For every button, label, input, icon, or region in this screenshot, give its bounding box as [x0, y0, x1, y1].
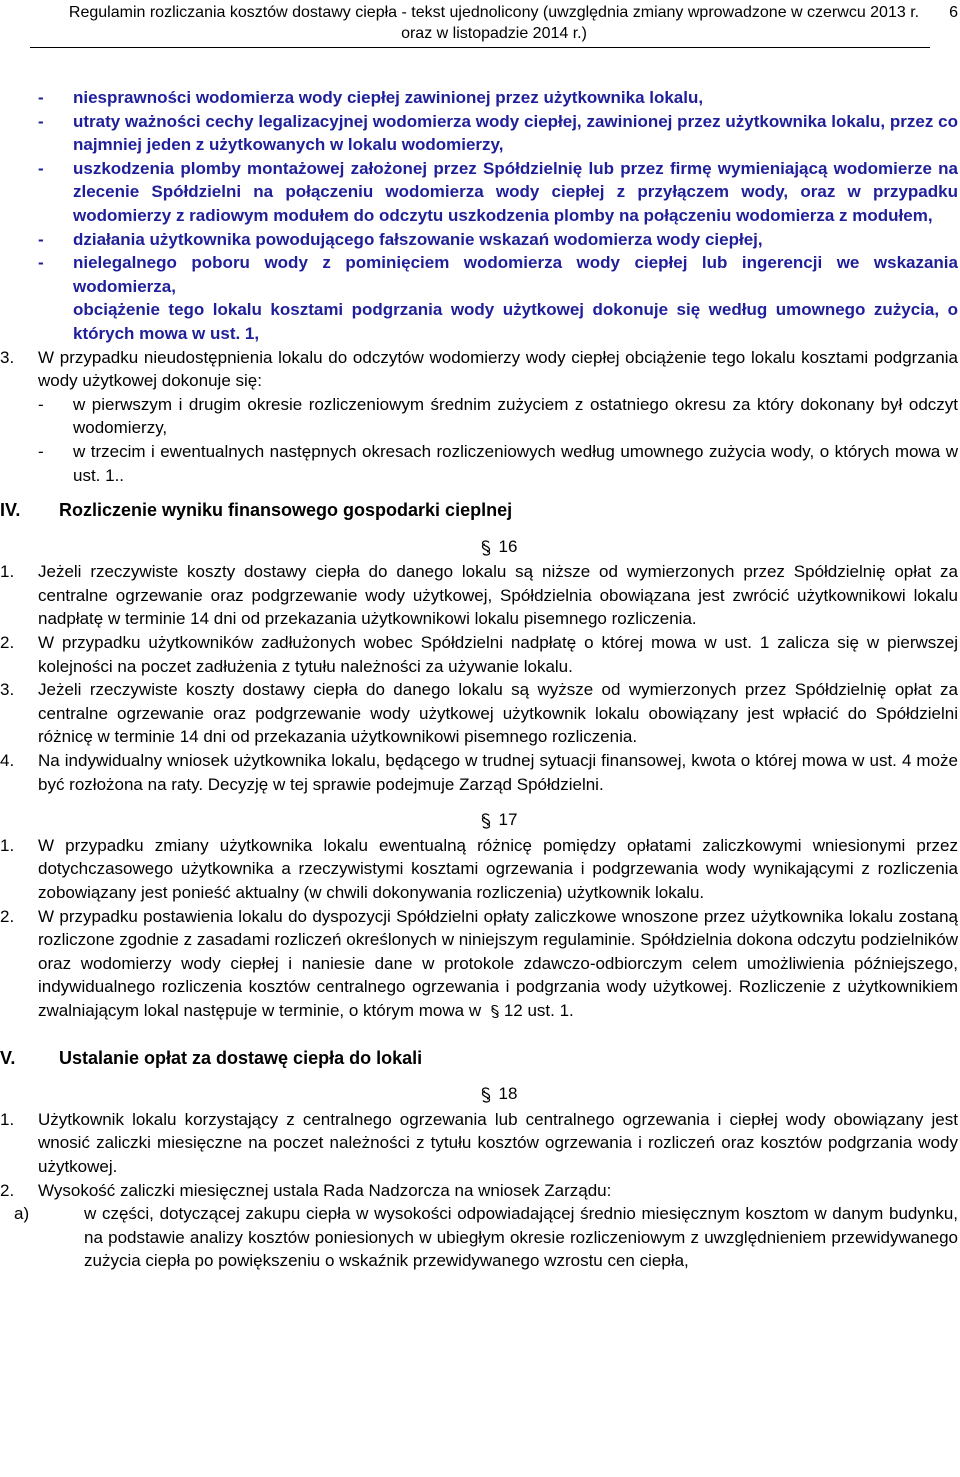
list-item: 2. W przypadku postawienia lokalu do dyspozycji Spółdzielni opłaty zaliczkowe wnoszone przez użytkownika lokalu zostaną rozliczone zgodnie z zasadami rozliczeń określonych w niniejszym regulaminie. Spółdzielnia dokona odczytu podzielników oraz wodomierzy wody ciepłej i naniesie dane w protokole zdawczo-odbiorczym celem umożliwienia późniejszego, indywidualnego rozliczenia kosztów centralnego ogrzewania i podgrzania wody użytkowej. Rozliczenie z użytkownikiem zwalniającym lokal następuje w terminie, o którym mowa w 12 ust. 1.: [0, 906, 958, 1020]
section-sign-icon: [489, 1004, 501, 1019]
list-item: 4. Na indywidualny wniosek użytkownika lokalu, będącego w trudnej sytuacji finansowej, kwota o której mowa w ust. 4 może być rozłożona na raty. Decyzję w tej sprawie podejmuje Zarząd Spółdzielni.: [0, 751, 958, 794]
list-item: a) w części, dotyczącej zakupu ciepła w wysokości odpowiadającej średnio miesięcznym kosztom w danym budynku, na podstawie analizy kosztów poniesionych w ubiegłym okresie rozliczeniowym z uwzględnieniem przewidywanego zużycia ciepła po powiększeniu o wskaźnik przewidywanego wzrostu cen ciepła,: [14, 1204, 958, 1271]
section-sign-icon: [479, 813, 493, 829]
list-item: 2. W przypadku użytkowników zadłużonych wobec Spółdzielni nadpłatę o której mowa w ust. 1 zalicza się w pierwszej kolejności na poczet zadłużenia z tytułu należności za używanie lokalu.: [0, 633, 958, 676]
section-sign-icon: [479, 540, 493, 556]
list-item: - działania użytkownika powodującego fałszowanie wskazań wodomierza wody ciepłej,: [38, 229, 763, 249]
list-item: - w pierwszym i drugim okresie rozliczeniowym średnim zużyciem z ostatniego okresu za który dokonany był odczyt wodomierzy,: [38, 394, 958, 438]
paragraph-17-heading: 17: [38, 808, 958, 832]
header-line-2: oraz w listopadzie 2014 r.): [401, 25, 587, 42]
paragraph-16-heading: 16: [38, 535, 958, 559]
page-header: [30, 2, 958, 44]
list-item: 2. Wysokość zaliczki miesięcznej ustala Rada Nadzorcza na wniosek Zarządu:: [0, 1180, 612, 1200]
list-item: - nielegalnego poboru wody z pominięciem wodomierza wody ciepłej lub ingerencji we wskazania wodomierza,: [38, 253, 958, 296]
header-rule: [30, 47, 930, 48]
page-number: 6: [949, 4, 958, 21]
list-item: - uszkodzenia plomby montażowej założonej przez Spółdzielnię lub przez firmę wymieniającą wodomierze na zlecenie Spółdzielni na połączeniu wodomierza wody ciepłej z przyłączem wody, oraz w przypadku wodomierzy z radiowym modułem do odczytu uszkodzenia plomby na połączeniu wodomierza z modułem,: [38, 158, 958, 225]
document-body: [0, 86, 958, 1273]
header-line-1: Regulamin rozliczania kosztów dostawy ciepła - tekst ujednolicony (uwzględnia zmiany wprowadzone w czerwcu 2013 r.: [68, 4, 920, 21]
item-3: 3. W przypadku nieudostępnienia lokalu do odczytów wodomierzy wody ciepłej obciążenie tego lokalu kosztami podgrzania wody użytkowej dokonuje się:: [0, 347, 958, 391]
list-item: - niesprawności wodomierza wody ciepłej zawinionej przez użytkownika lokalu,: [38, 88, 704, 107]
list-item: - utraty ważności cechy legalizacyjnej wodomierza wody ciepłej, zawinionej przez użytkownika lokalu, przez co najmniej jeden z użytkowanych w lokalu wodomierzy,: [38, 111, 958, 155]
paragraph-18-heading: 18: [38, 1082, 958, 1106]
section-v-heading: V. Ustalanie opłat za dostawę ciepła do lokali: [0, 1047, 423, 1068]
list-item: 1. Użytkownik lokalu korzystający z centralnego ogrzewania lub centralnego ogrzewania i ciepłej wody obowiązany jest wnosić zaliczki miesięczne na poczet należności z tytułu kosztów ogrzewania i rozliczeń oraz kosztów podgrzania wody użytkowej.: [0, 1109, 958, 1176]
list-item: 1. Jeżeli rzeczywiste koszty dostawy ciepła do danego lokalu są niższe od wymierzonych przez Spółdzielnię opłat za centralne ogrzewanie oraz podgrzewanie wody użytkowej, Spółdzielnia obowiązana jest zwrócić użytkownikowi lokalu nadpłatę w terminie 14 dni od przekazania użytkownikowi lokalu pisemnego rozliczenia.: [0, 562, 958, 629]
section-iv-heading: IV. Rozliczenie wyniku finansowego gospodarki cieplnej: [0, 500, 513, 521]
section-sign-icon: [479, 1087, 493, 1103]
list-item: 3. Jeżeli rzeczywiste koszty dostawy ciepła do danego lokalu są wyższe od wymierzonych przez Spółdzielnię opłat za centralne ogrzewanie oraz podgrzewanie wody użytkowej użytkownik lokalu obowiązany jest wpłacić do Spółdzielni różnicę w terminie 14 dni od przekazania użytkownikowi pisemnego rozliczenia.: [0, 680, 958, 747]
list-item: 1. W przypadku zmiany użytkownika lokalu ewentualną różnicę pomiędzy opłatami zaliczkowymi wniesionymi przez dotychczasowego użytkownika a rzeczywistymi kosztami ogrzewania i podgrzewania wody wynikającymi z rozliczenia zobowiązany jest ponieść aktualny (w chwili dokonywania rozliczenia) użytkownik lokalu.: [0, 835, 958, 902]
list-item: - w trzecim i ewentualnych następnych okresach rozliczeniowych według umownego zużycia wody, o których mowa w ust. 1..: [38, 441, 958, 485]
bold-conclusion: obciążenie tego lokalu kosztami podgrzania wody użytkowej dokonuje się według umownego zużycia, o których mowa w ust. 1,: [73, 300, 958, 343]
